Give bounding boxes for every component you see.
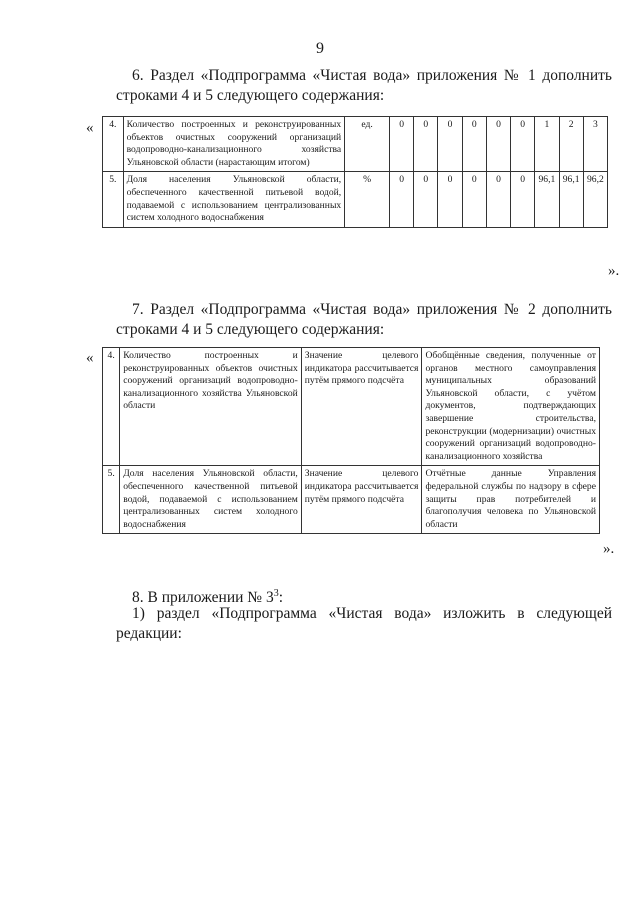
value-cell: 1 [535, 117, 559, 172]
indicators-table-2 [102, 347, 600, 534]
value-cell: 3 [583, 117, 607, 172]
row-number: 5. [103, 172, 124, 227]
indicators-table-1 [102, 116, 608, 228]
indicator-name: Доля населения Ульяновской области, обеспеченного качественной питьевой водой, подаваемой с использованием централизованных систем холодного водоснабжения [123, 172, 345, 227]
page-number: 9 [316, 40, 324, 57]
row-number: 4. [103, 348, 120, 466]
value-cell: 0 [389, 117, 413, 172]
open-quote-1: « [86, 120, 94, 136]
value-cell: 96,1 [535, 172, 559, 227]
close-quote-2: ». [603, 541, 615, 557]
open-quote-2: « [86, 350, 94, 366]
value-cell: 0 [511, 172, 535, 227]
paragraph-7: 7. Раздел «Подпрограмма «Чистая вода» приложения № 2 дополнить строками 4 и 5 следующего содержания: [116, 301, 612, 338]
value-cell: 0 [511, 117, 535, 172]
row-number: 4. [103, 117, 124, 172]
row-number: 5. [103, 466, 120, 534]
value-cell: 0 [389, 172, 413, 227]
value-cell: 0 [414, 172, 438, 227]
value-cell: 0 [414, 117, 438, 172]
paragraph-8-text: 8. В приложении № 3 [132, 589, 274, 607]
indicator-unit: ед. [345, 117, 390, 172]
close-quote-1: ». [608, 263, 620, 279]
item-1-line-2: редакции: [116, 625, 182, 642]
paragraph-8-superscript: 3 [273, 588, 279, 599]
table-row [103, 117, 608, 172]
value-cell: 0 [486, 117, 510, 172]
table-row [103, 466, 600, 534]
value-cell: 96,2 [583, 172, 607, 227]
paragraph-6: 6. Раздел «Подпрограмма «Чистая вода» приложения № 1 дополнить строками 4 и 5 следующего содержания: [116, 67, 612, 104]
value-cell: 0 [462, 117, 486, 172]
table-row [103, 348, 600, 466]
value-cell: 0 [438, 117, 462, 172]
value-cell: 2 [559, 117, 583, 172]
data-source: Обобщённые сведения, полученные от органов местного самоуправления муниципальных образований Ульяновской области, с учётом документов, подтверждающих завершение строительства, реконструкции (модернизации) очистных сооружений организаций водопроводно-канализационного хозяйства [422, 348, 600, 466]
indicator-name: Количество построенных и реконструированных объектов очистных сооружений организаций водопроводно-канализационного хозяйства Ульяновской области [120, 348, 302, 466]
value-cell: 96,1 [559, 172, 583, 227]
calculation-method: Значение целевого индикатора рассчитывается путём прямого подсчёта [301, 348, 422, 466]
data-source: Отчётные данные Управления федеральной службы по надзору в сфере защиты прав потребителей и благополучия человека по Ульяновской области [422, 466, 600, 534]
value-cell: 0 [486, 172, 510, 227]
value-cell: 0 [462, 172, 486, 227]
item-1-line-1: 1) раздел «Подпрограмма «Чистая вода» изложить в следующей [132, 605, 612, 622]
indicator-unit: % [345, 172, 390, 227]
indicator-name: Количество построенных и реконструированных объектов очистных сооружений организаций водопроводно-канализационного хозяйства Ульяновской области (нарастающим итогом) [123, 117, 345, 172]
paragraph-8-colon: : [278, 589, 284, 607]
calculation-method: Значение целевого индикатора рассчитывается путём прямого подсчёта [301, 466, 422, 534]
indicator-name: Доля населения Ульяновской области, обеспеченного качественной питьевой водой, подаваемой с использованием централизованных систем холодного водоснабжения [120, 466, 302, 534]
value-cell: 0 [438, 172, 462, 227]
table-row [103, 172, 608, 227]
